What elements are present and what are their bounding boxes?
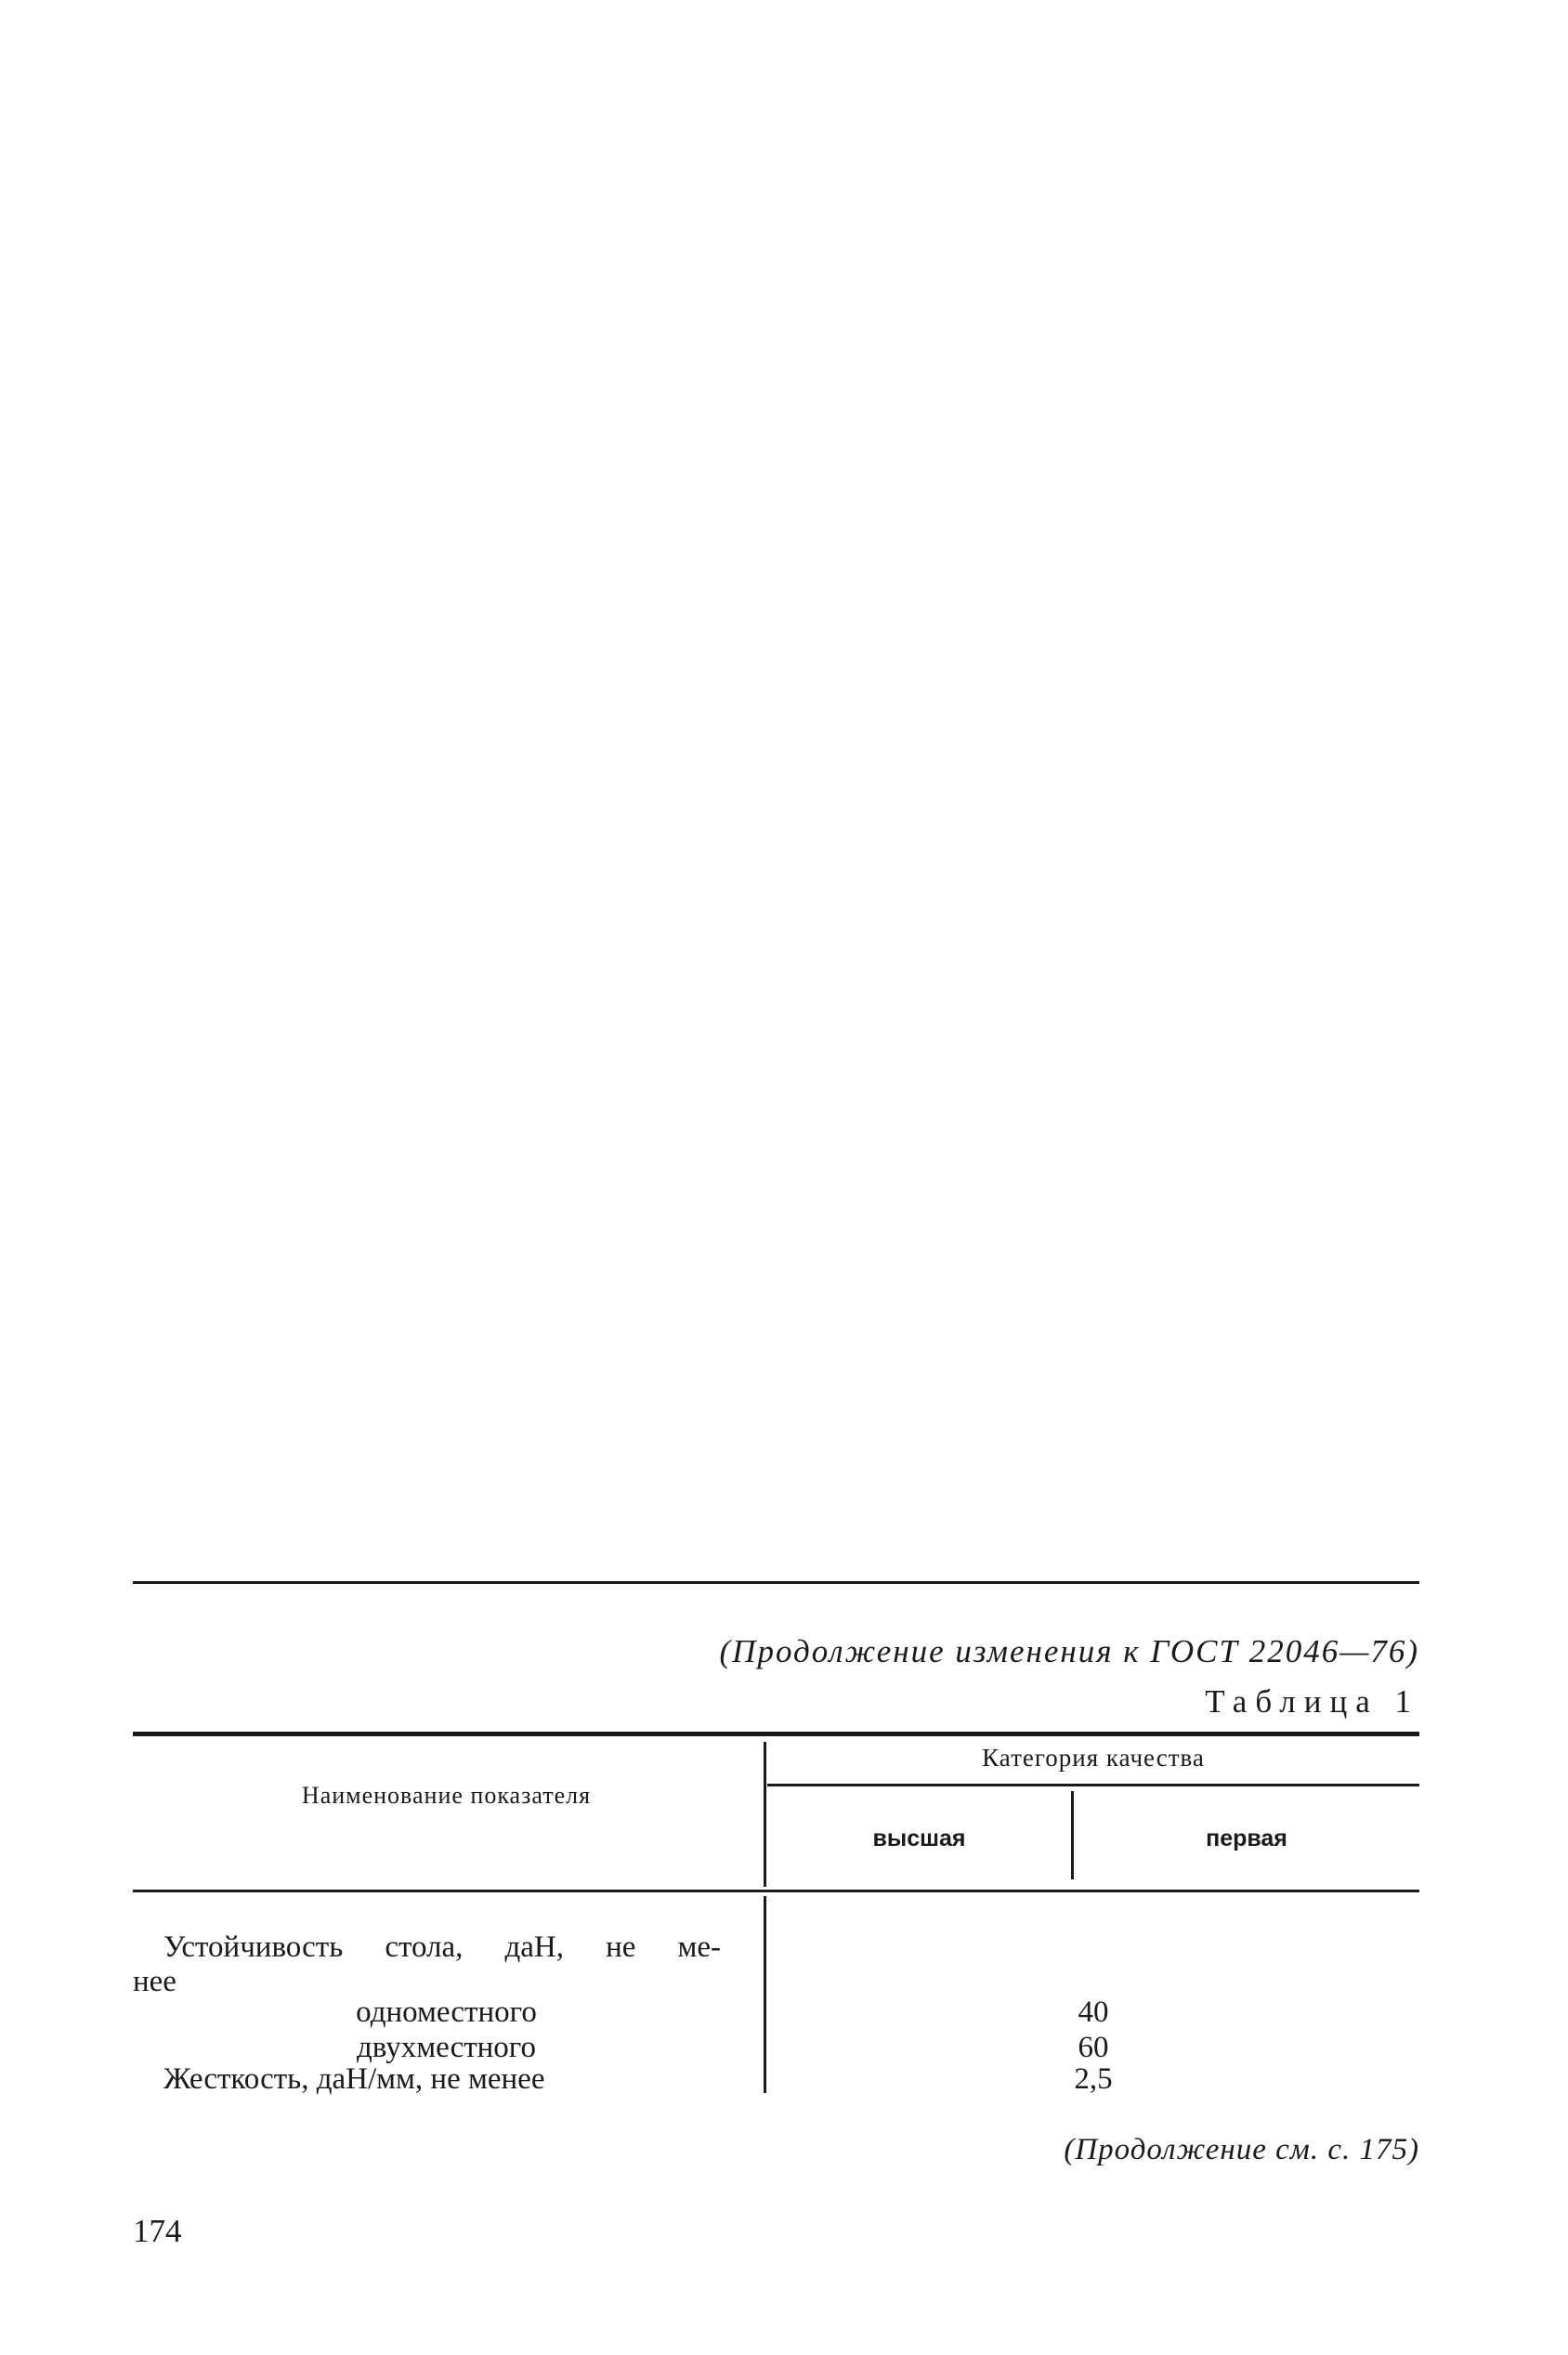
column-header-parameter: Наименование показателя (301, 1782, 592, 1809)
row-label-rigidity: Жесткость, даН/мм, не менее (163, 2062, 545, 2096)
row-label-stability-continuation: нее (133, 1965, 176, 1998)
header-column-divider (764, 1742, 766, 1887)
header-bottom-rule (133, 1890, 1419, 1892)
table-top-rule (133, 1732, 1419, 1736)
row-value-double-seat: 60 (1078, 2031, 1109, 2064)
row-label-single-seat: одноместного (356, 1995, 537, 2029)
table-caption: Таблица 1 (1205, 1683, 1419, 1720)
continuation-footer: (Продолжение см. с. 175) (1064, 2133, 1419, 2166)
page-number: 174 (133, 2213, 182, 2249)
continuation-header: (Продолжение изменения к ГОСТ 22046—76) (719, 1633, 1419, 1669)
column-header-quality-category: Категория качества (982, 1744, 1205, 1772)
body-column-divider (764, 1896, 766, 2093)
row-value-rigidity: 2,5 (1074, 2062, 1113, 2096)
column-header-first: первая (1206, 1825, 1287, 1851)
top-rule (133, 1581, 1419, 1584)
row-label-double-seat: двухместного (356, 2031, 537, 2064)
row-label-stability: Устойчивость стола, даН, не ме- (163, 1930, 721, 1964)
row-value-single-seat: 40 (1078, 1995, 1109, 2029)
column-header-higher: высшая (872, 1825, 966, 1851)
subheader-rule (767, 1784, 1419, 1786)
